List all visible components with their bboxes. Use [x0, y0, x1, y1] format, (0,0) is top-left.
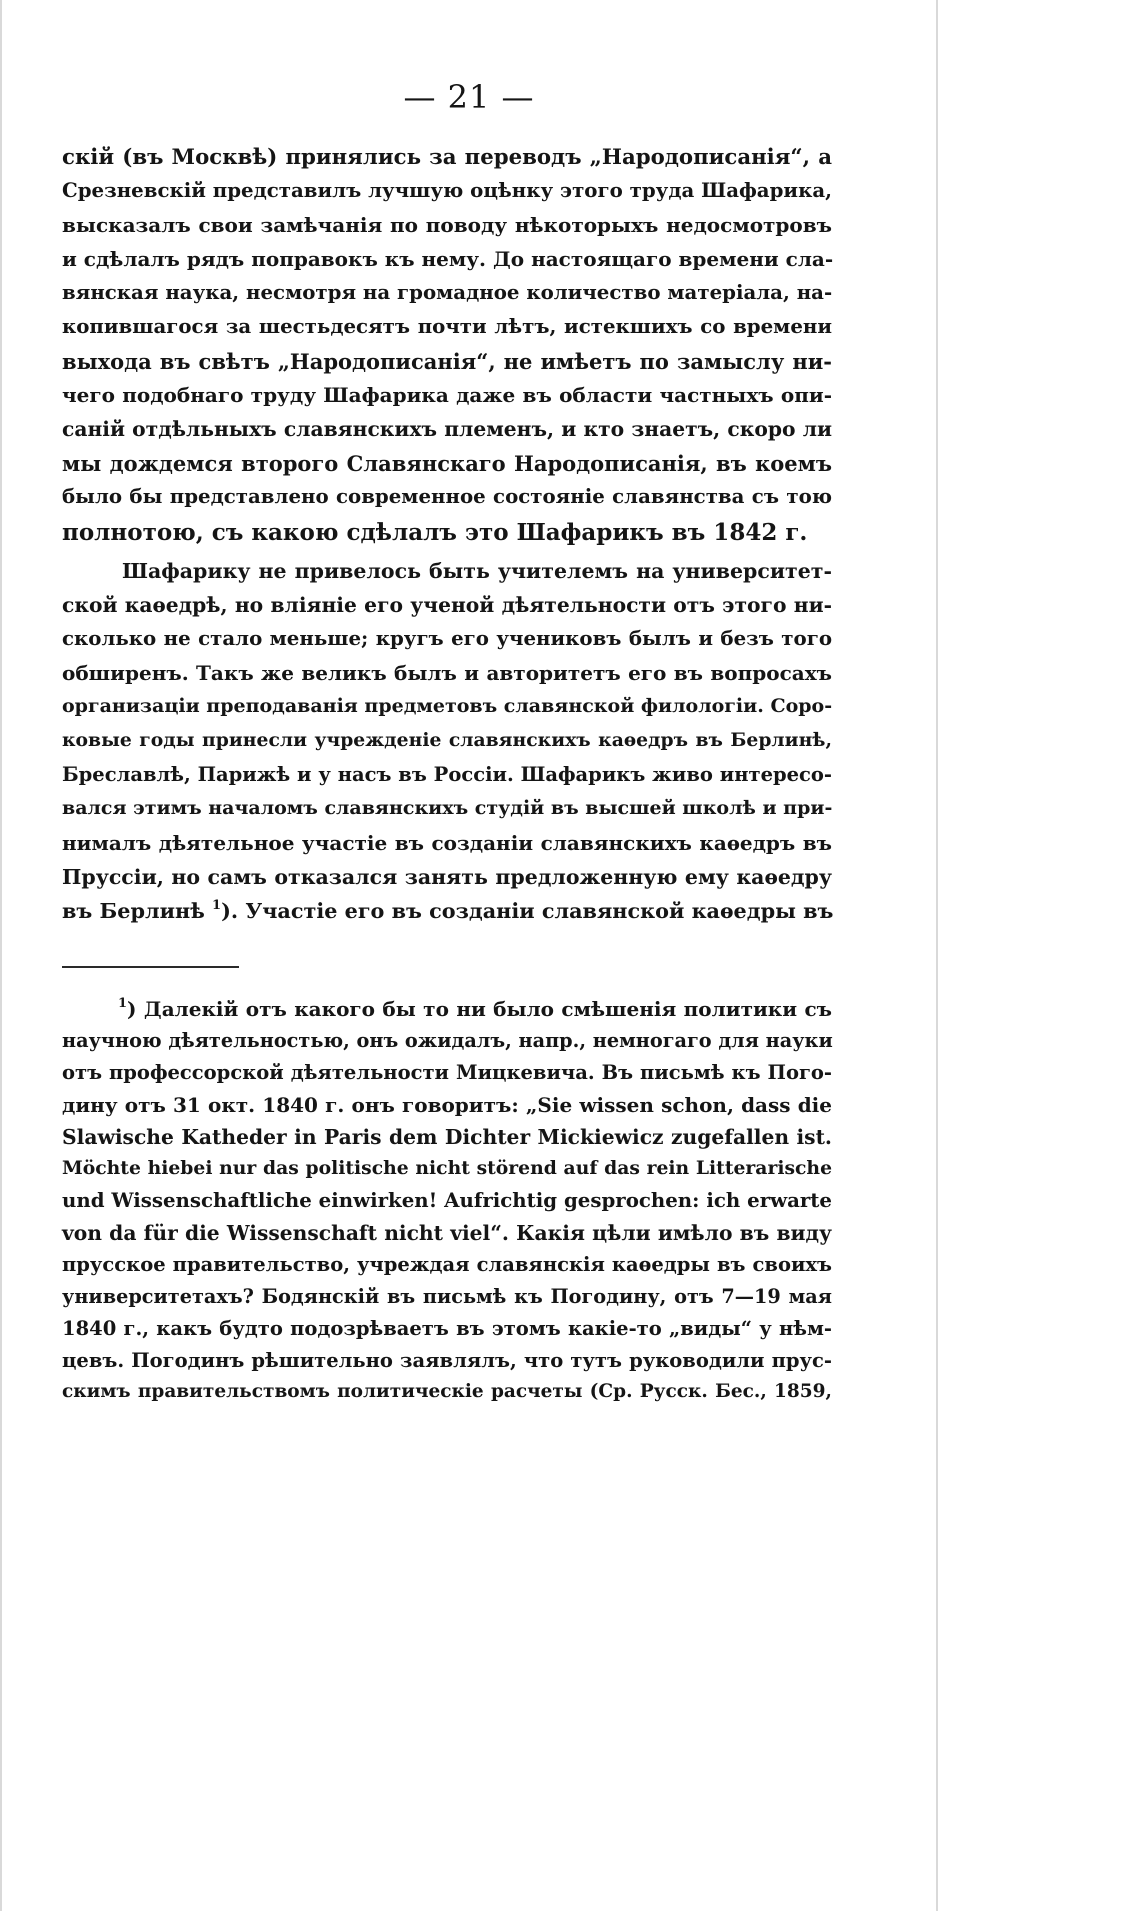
text-line: Пруссіи, но самъ отказался занять предложенную ему каѳедру [62, 865, 832, 889]
footnote-reference: 1 [212, 898, 222, 913]
text-line: высказалъ свои замѣчанія по поводу нѣкоторыхъ недосмотровъ [62, 213, 832, 237]
page-number: — 21 — [403, 78, 535, 116]
text-line: было бы представлено современное состояніе славянства съ тою [62, 484, 832, 508]
text-line: выхода въ свѣтъ „Народописанія“, не имѣетъ по замыслу ни- [62, 349, 832, 374]
page-left-edge [0, 0, 2, 1911]
footnote-line: von da für die Wissenschaft nicht viel“. Какія цѣли имѣло въ виду [62, 1221, 832, 1245]
footnote-line [62, 996, 832, 1021]
text-line: сколько не стало меньше; кругъ его учениковъ былъ и безъ того [62, 626, 832, 650]
text-line: мы дождемся второго Славянскаго Народописанія, въ коемъ [62, 451, 832, 476]
footnote-marker: 1 [118, 996, 128, 1011]
text-line: скій (въ Москвѣ) принялись за переводъ „Народописанія“, а [62, 145, 832, 170]
footnote-line: Slawische Katheder in Paris dem Dichter Mickiewicz zugefallen ist. [62, 1125, 832, 1149]
text-line: Срезневскій представилъ лучшую оцѣнку этого труда Шафарика, [62, 178, 832, 202]
footnote-line: цевъ. Погодинъ рѣшительно заявлялъ, что тутъ руководили прус- [62, 1349, 832, 1372]
text-line: вянская наука, несмотря на громадное количество матеріала, на- [62, 280, 833, 304]
text-line: нималъ дѣятельное участіе въ созданіи славянскихъ каѳедръ въ [62, 831, 832, 855]
footnote-line: дину отъ 31 окт. 1840 г. онъ говоритъ: „Sie wissen schon, dass die [62, 1093, 832, 1117]
text-line: и сдѣлалъ рядъ поправокъ къ нему. До настоящаго времени сла- [62, 247, 834, 271]
text-fragment: въ Берлинѣ [62, 899, 205, 923]
text-fragment: ). Участіе его въ созданіи славянской каѳедры въ [221, 899, 834, 923]
text-line: чего подобнаго труду Шафарика даже въ области частныхъ опи- [62, 383, 832, 407]
footnote-line: университетахъ? Бодянскій въ письмѣ къ Погодину, отъ 7—19 мая [62, 1285, 832, 1308]
page-right-edge [936, 0, 938, 1911]
footnote-line: отъ профессорской дѣятельности Мицкевича. Въ письмѣ къ Пого- [62, 1061, 832, 1084]
footnote-line: прусское правительство, учреждая славянскія каѳедры въ своихъ [62, 1253, 832, 1276]
footnote-line: und Wissenschaftliche einwirken! Aufrichtig gesprochen: ich erwarte [62, 1188, 832, 1212]
footnote-line: научною дѣятельностью, онъ ожидалъ, напр., немногаго для науки [62, 1029, 833, 1052]
text-line: вался этимъ началомъ славянскихъ студій въ высшей школѣ и при- [62, 797, 833, 819]
text-line: Бреславлѣ, Парижѣ и у насъ въ Россіи. Шафарикъ живо интересо- [62, 763, 832, 786]
text-line: ковые годы принесли учрежденіе славянскихъ каѳедръ въ Берлинѣ, [62, 729, 832, 751]
footnote-divider [62, 966, 239, 968]
text-line: организаціи преподаванія предметовъ славянской филологіи. Соро- [62, 695, 833, 717]
text-line [62, 898, 834, 923]
text-line: копившагося за шестьдесятъ почти лѣтъ, истекшихъ со времени [62, 314, 832, 338]
text-line: обширенъ. Такъ же великъ былъ и авторитетъ его въ вопросахъ [62, 661, 832, 685]
text-fragment: ) Далекій отъ какого бы то ни было смѣшенія политики съ [127, 997, 832, 1021]
text-line: Шафарику не привелось быть учителемъ на университет- [122, 559, 832, 583]
text-line: ской каѳедрѣ, но вліяніе его ученой дѣятельности отъ этого ни- [62, 593, 832, 617]
text-line: полнотою, съ какою сдѣлалъ это Шафарикъ въ 1842 г. [62, 519, 808, 546]
footnote-line: скимъ правительствомъ политическіе расчеты (Ср. Русск. Бес., 1859, [62, 1381, 832, 1402]
footnote-line: 1840 г., какъ будто подозрѣваетъ въ этомъ какіе-то „виды“ у нѣм- [62, 1317, 832, 1340]
text-line: саній отдѣльныхъ славянскихъ племенъ, и кто знаетъ, скоро ли [62, 417, 832, 441]
footnote-line: Möchte hiebei nur das politische nicht störend auf das rein Litterarische [62, 1157, 832, 1179]
